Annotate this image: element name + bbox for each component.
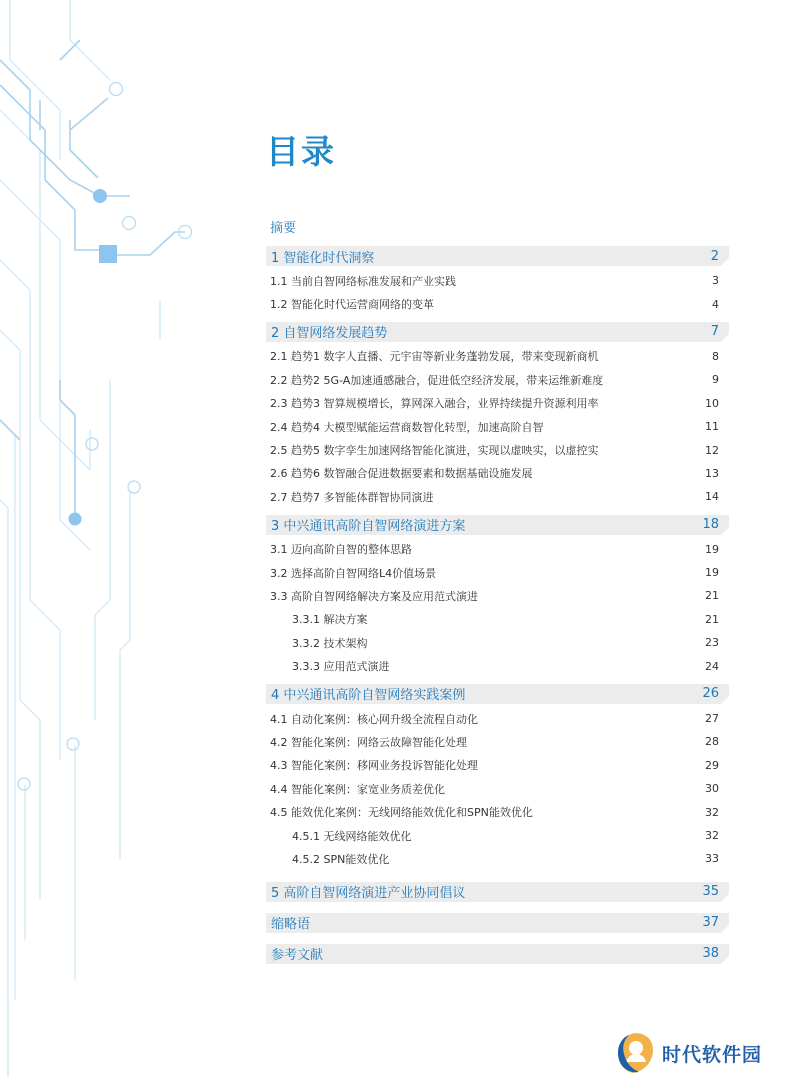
- toc-item[interactable]: [266, 462, 729, 485]
- toc-item-label: 2.6 趋势6 数智融合促进数据要素和数据基础设施发展: [270, 467, 533, 481]
- toc-item-label: 2.7 趋势7 多智能体群智协同演进: [270, 490, 434, 504]
- toc-item-label: 2.4 趋势4 大模型赋能运营商数智化转型，加速高阶自智: [270, 420, 544, 434]
- toc-abstract[interactable]: [266, 212, 729, 240]
- toc-item[interactable]: [266, 292, 729, 315]
- circuit-decoration: [0, 0, 210, 1077]
- toc-section-page-number: 35: [702, 884, 719, 900]
- toc-subitem[interactable]: [266, 608, 729, 631]
- toc-item-label: 2.2 趋势2 5G-A加速通感融合，促进低空经济发展，带来运维新难度: [270, 373, 604, 387]
- toc-item-page-number: 19: [705, 566, 719, 580]
- toc-item-page-number: 32: [705, 829, 719, 842]
- toc-item[interactable]: [266, 754, 729, 777]
- toc-item-page-number: 33: [705, 852, 719, 866]
- toc-abstract-label: 摘要: [270, 220, 297, 236]
- table-of-contents: [266, 212, 729, 967]
- toc-section-6[interactable]: [266, 913, 729, 933]
- toc-item-label: 4.4 智能化案例：家宽业务质差优化: [270, 782, 445, 796]
- toc-item-page-number: 30: [705, 782, 719, 796]
- toc-item[interactable]: [266, 415, 729, 438]
- toc-item-label: 4.1 自动化案例：核心网升级全流程自动化: [270, 712, 478, 726]
- toc-section-title: 2 自智网络发展趋势: [271, 326, 388, 342]
- toc-section-page-number: 37: [702, 915, 719, 931]
- toc-section-page-number: 18: [702, 517, 719, 533]
- toc-item-page-number: 4: [712, 297, 719, 311]
- toc-item-label: 3.3.1 解决方案: [292, 613, 368, 627]
- toc-item-page-number: 21: [705, 612, 719, 626]
- toc-item-label: 3.3.2 技术架构: [292, 636, 368, 650]
- toc-subitem[interactable]: [266, 847, 729, 870]
- toc-item-label: 4.2 智能化案例：网络云故障智能化处理: [270, 735, 467, 749]
- toc-section-3[interactable]: [266, 515, 729, 535]
- toc-subitem[interactable]: [266, 654, 729, 677]
- watermark-text: 时代软件园: [662, 1043, 763, 1066]
- toc-section-title: 4 中兴通讯高阶自智网络实践案例: [271, 688, 466, 704]
- toc-item-label: 1.1 当前自智网络标准发展和产业实践: [270, 274, 456, 288]
- toc-item-page-number: 23: [705, 636, 719, 650]
- toc-item-label: 3.2 选择高阶自智网络L4价值场景: [270, 566, 437, 580]
- toc-item-page-number: 12: [705, 443, 719, 457]
- toc-item[interactable]: [266, 392, 729, 415]
- toc-item-label: 4.5 能效优化案例：无线网络能效优化和SPN能效优化: [270, 806, 533, 820]
- toc-item-label: 4.5.2 SPN能效优化: [292, 852, 390, 866]
- toc-section-title: 缩略语: [271, 917, 311, 933]
- toc-section-title: 5 高阶自智网络演进产业协同倡议: [271, 886, 466, 902]
- toc-item-page-number: 11: [705, 420, 719, 434]
- toc-item-page-number: 8: [712, 349, 719, 363]
- toc-section-page-number: 7: [710, 324, 719, 340]
- toc-section-4[interactable]: [266, 684, 729, 704]
- toc-item[interactable]: [266, 777, 729, 800]
- toc-section-1[interactable]: [266, 246, 729, 266]
- toc-item[interactable]: [266, 538, 729, 561]
- toc-section-title: 参考文献: [271, 948, 324, 964]
- toc-item-label: 2.1 趋势1 数字人直播、元宇宙等新业务蓬勃发展，带来变现新商机: [270, 350, 599, 364]
- toc-item-label: 4.3 智能化案例：移网业务投诉智能化处理: [270, 759, 478, 773]
- toc-section-page-number: 2: [710, 248, 719, 264]
- shield-person-logo-icon: [612, 1030, 658, 1076]
- toc-item-label: 4.5.1 无线网络能效优化: [292, 829, 412, 843]
- toc-subitem[interactable]: [266, 824, 729, 847]
- toc-section-title: 3 中兴通讯高阶自智网络演进方案: [271, 519, 466, 535]
- watermark-logo: [612, 1028, 792, 1078]
- toc-section-page-number: 26: [702, 686, 719, 702]
- toc-item-page-number: 27: [705, 712, 719, 726]
- toc-section-2[interactable]: [266, 322, 729, 342]
- toc-item-page-number: 9: [712, 373, 719, 387]
- toc-subitem[interactable]: [266, 631, 729, 654]
- toc-item-label: 2.3 趋势3 智算规模增长，算网深入融合，业界持续提升资源利用率: [270, 397, 599, 411]
- toc-item[interactable]: [266, 345, 729, 368]
- toc-item[interactable]: [266, 730, 729, 753]
- toc-section-title: 1 智能化时代洞察: [271, 250, 375, 266]
- toc-item-page-number: 29: [705, 758, 719, 772]
- toc-item-label: 3.3 高阶自智网络解决方案及应用范式演进: [270, 589, 478, 603]
- toc-section-5[interactable]: [266, 882, 729, 902]
- toc-item-label: 2.5 趋势5 数字孪生加速网络智能化演进，实现以虚映实，以虚控实: [270, 444, 599, 458]
- toc-item[interactable]: [266, 584, 729, 607]
- toc-item-page-number: 32: [705, 805, 719, 819]
- toc-item[interactable]: [266, 561, 729, 584]
- toc-item[interactable]: [266, 368, 729, 391]
- toc-section-7[interactable]: [266, 944, 729, 964]
- toc-item-page-number: 13: [705, 466, 719, 480]
- toc-item-label: 3.1 迈向高阶自智的整体思路: [270, 543, 412, 557]
- toc-item-page-number: 21: [705, 589, 719, 603]
- toc-item-page-number: 19: [705, 542, 719, 556]
- toc-item[interactable]: [266, 438, 729, 461]
- toc-item-page-number: 3: [712, 274, 719, 288]
- toc-section-page-number: 38: [702, 946, 719, 962]
- page-title: 目录: [266, 132, 336, 171]
- toc-item[interactable]: [266, 485, 729, 508]
- toc-item-label: 1.2 智能化时代运营商网络的变革: [270, 298, 434, 312]
- toc-item-page-number: 28: [705, 735, 719, 749]
- toc-item-label: 3.3.3 应用范式演进: [292, 660, 390, 674]
- toc-item-page-number: 14: [705, 490, 719, 504]
- toc-item-page-number: 24: [705, 659, 719, 673]
- toc-item[interactable]: [266, 800, 729, 823]
- toc-item[interactable]: [266, 269, 729, 292]
- toc-item[interactable]: [266, 707, 729, 730]
- toc-item-page-number: 10: [705, 396, 719, 410]
